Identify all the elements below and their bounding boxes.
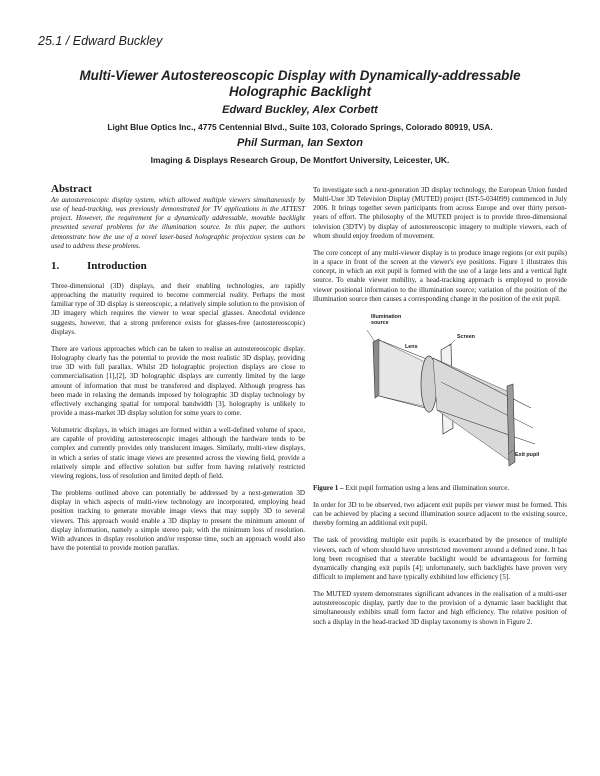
paragraph: Three-dimensional (3D) displays, and their enabling technologies, are rapidly approaching the maturity required to become commercial reality. Perhaps the most familiar type of 3D display is stereoscopic, a relatively simple solution to the provision of 3D imagery which requires the viewer to wear special glasses. Anecdotal evidence suggests, however, that a strong preference exists for glasses-free (autostereoscopic) displays. (51, 281, 305, 336)
label-pointer (449, 340, 455, 346)
paper-title: Multi-Viewer Autostereoscopic Display with Dynamically-addressable Holographic Backlight (79, 68, 521, 99)
section-number: 1. (51, 259, 60, 272)
caption-text: Exit pupil formation using a lens and illumination source. (345, 483, 510, 492)
caption-label: Figure 1 – (313, 483, 344, 492)
abstract-body: An autostereoscopic display system, which allowed multiple viewers simultaneously by use of head-tracking, was previously demonstrated for TV applications in the ATTEST project. However, the requirement for a dynamically addressable, movable backlight presented several problems for the illumination source. In this paper, the authors demonstrate how the use of a novel laser-based holographic projection system can be used to address these problems. (51, 196, 305, 250)
paragraph: The core concept of any multi-viewer display is to produce image regions (or exit pupils) in a space in front of the screen at the viewer's eye positions. Figure 1 illustrates this concept, in which an exit pupil is formed with the use of a large lens and a vertical light source. To enable viewer mobility, a head-tracking approach is employed to provide viewer positional information to the illumination source; variation of the position of the illumination source then causes a corresponding change in the position of the exit pupil. (313, 248, 567, 303)
left-column (51, 183, 305, 561)
figure-1-caption (313, 484, 567, 493)
label-pointer (367, 330, 375, 342)
figure-label-illumination: Illumination source (371, 313, 402, 326)
paragraph: To investigate such a next-generation 3D display technology, the European Union funded Multi-User 3D Television Display (MUTED) project (IST-5-034099) commenced in July 2006. It brings together seven participants from across Europe and over thirty person-years of effort. The philosophy of the MUTED project is to provide three-dimensional television (3DTV) by display of autostereoscopic imagery to multiple viewers, each of whom should enjoy freedom of movement. (313, 186, 567, 240)
affiliation-2: Imaging & Displays Research Group, De Montfort University, Leicester, UK. (150, 155, 450, 165)
figure-label-exit-pupil: Exit pupil (515, 451, 540, 458)
figure-1 (313, 312, 567, 480)
paragraph: The task of providing multiple exit pupils is exacerbated by the presence of multiple viewers, each of whom should have unrestricted movement around a defined zone. It has long been recognised that a steerable backlight would be advantageous for forming dynamically changing exit pupils [4]; unfortunately, such backlights have proven very difficult to implement and have typically exhibited low efficiency [5]. (313, 536, 567, 581)
figure-label-lens: Lens (405, 343, 418, 350)
paragraph: There are various approaches which can be taken to realise an autostereoscopic display. Holography clearly has the potential to provide the most realistic 3D display, providing true 3D with full parallax. Whilst 2D holographic projection displays are close to commercialisation [1],[2], 3D holographic displays are currently limited by the large amount of information that must be transferred and displayed. Although progress has been made in relaxing the demands imposed by holographic 3D display technology by effectively exchanging spatial for temporal bandwidth [3], holography is unlikely to provide a mass-market 3D display solution for some years to come. (51, 344, 305, 417)
converging-beam (433, 358, 511, 462)
authors-1: Edward Buckley, Alex Corbett (222, 104, 378, 116)
section-title: Introduction (87, 259, 147, 272)
paragraph: The MUTED system demonstrates significant advances in the realisation of a multi-user autostereoscopic display, partly due to the provision of a dynamic laser backlight that simultaneously exhibits small form factor and high efficiency. The relative position of such a display in the head-tracked 3D display taxonomy is shown in Figure 2. (313, 590, 567, 626)
paragraph: Volumetric displays, in which images are formed within a well-defined volume of space, are capable of providing autostereoscopic images although the hardware tends to be complex and currently provides only translucent images. Similarly, multi-view displays, in which a series of static image views are presented across the viewing field, provide a relatively simple and effective solution but suffer from having relatively restricted viewing regions, loss of resolution and limited depth of field. (51, 426, 305, 480)
figure-label-screen: Screen (457, 333, 475, 340)
paragraph: In order for 3D to be observed, two adjacent exit pupils per viewer must be formed. This can be achieved by placing a second illumination source adjacent to the existing source, thereby forming an additional exit pupil. (313, 500, 567, 528)
running-head: 25.1 / Edward Buckley (38, 34, 163, 48)
abstract-heading: Abstract (51, 183, 92, 195)
paragraph: The problems outlined above can potentially be addressed by a next-generation 3D display in which aspects of multi-view technology are incorporated, employing head position tracking to generate movable image views that may supply 3D to several viewers. This approach would enable a 3D display to present the minimum amount of display information, namely a simple stereo pair, with the minimum loss of resolution. With advances in display resolution and/or response time, such an approach would also have the potential to provide motion parallax. (51, 489, 305, 552)
right-column (313, 186, 567, 635)
section-heading (51, 260, 305, 273)
authors-2: Phil Surman, Ian Sexton (237, 137, 363, 149)
affiliation-1: Light Blue Optics Inc., 4775 Centennial Blvd., Suite 103, Colorado Springs, Colorado 80919, USA. (107, 122, 493, 132)
